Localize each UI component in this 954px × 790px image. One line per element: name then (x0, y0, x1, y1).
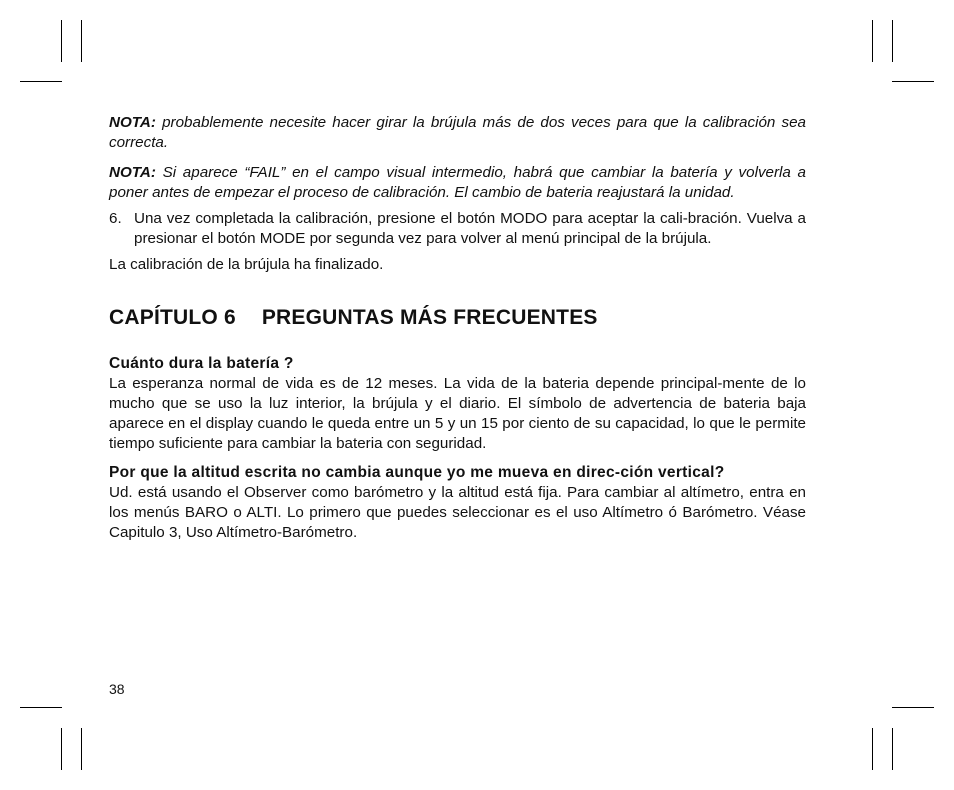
crop-mark (892, 20, 893, 62)
note-paragraph (109, 113, 806, 153)
calibration-done-text: La calibración de la brújula ha finalizado. (109, 256, 384, 273)
crop-mark (872, 728, 873, 770)
faq-question: Cuánto dura la batería ? (109, 355, 294, 372)
note-label: NOTA: (109, 114, 156, 131)
crop-mark (61, 728, 62, 770)
crop-mark (872, 20, 873, 62)
note-label: NOTA: (109, 164, 156, 181)
crop-mark (81, 20, 82, 62)
step-item (109, 209, 806, 249)
step-text: Una vez completada la calibración, presione el botón MODO para aceptar la cali-bración. Vuelva a presionar el botón MODE por segunda vez para volver al menú principal de la brújula. (134, 210, 806, 247)
chapter-heading (109, 306, 806, 330)
page-content (109, 113, 806, 543)
faq-answer: La esperanza normal de vida es de 12 meses. La vida de la bateria depende principal-mente de lo mucho que se uso la luz interior, la brújula y el diario. El símbolo de advertencia de bateria baja aparece en el display cuando le queda entre un 5 y un 15 por ciento de su capacidad, lo que le permite tiempo suficiente para cambiar la bateria con seguridad. (109, 375, 806, 452)
chapter-number: CAPÍTULO 6 (109, 306, 236, 329)
note-text: Si aparece “FAIL” en el campo visual intermedio, habrá que cambiar la batería y volverla a poner antes de empezar el proceso de calibración. El cambio de bateria reajustará la unidad. (109, 164, 806, 201)
crop-mark (81, 728, 82, 770)
crop-mark (61, 20, 62, 62)
note-paragraph (109, 163, 806, 203)
step-number: 6. (109, 210, 122, 227)
crop-mark (892, 81, 934, 82)
page-number: 38 (109, 681, 125, 697)
faq-answer: Ud. está usando el Observer como barómetro y la altitud está fija. Para cambiar al altímetro, entra en los menús BARO o ALTI. Lo primero que puedes seleccionar es el uso Altímetro ó Barómetro. Véase Capitulo 3, Uso Altímetro-Barómetro. (109, 484, 806, 541)
crop-mark (892, 728, 893, 770)
crop-mark (20, 707, 62, 708)
faq-question: Por que la altitud escrita no cambia aunque yo me mueva en direc-ción vertical? (109, 464, 725, 481)
chapter-title: PREGUNTAS MÁS FRECUENTES (261, 306, 598, 329)
note-text: probablemente necesite hacer girar la brújula más de dos veces para que la calibración sea correcta. (109, 114, 806, 151)
crop-mark (20, 81, 62, 82)
crop-mark (892, 707, 934, 708)
